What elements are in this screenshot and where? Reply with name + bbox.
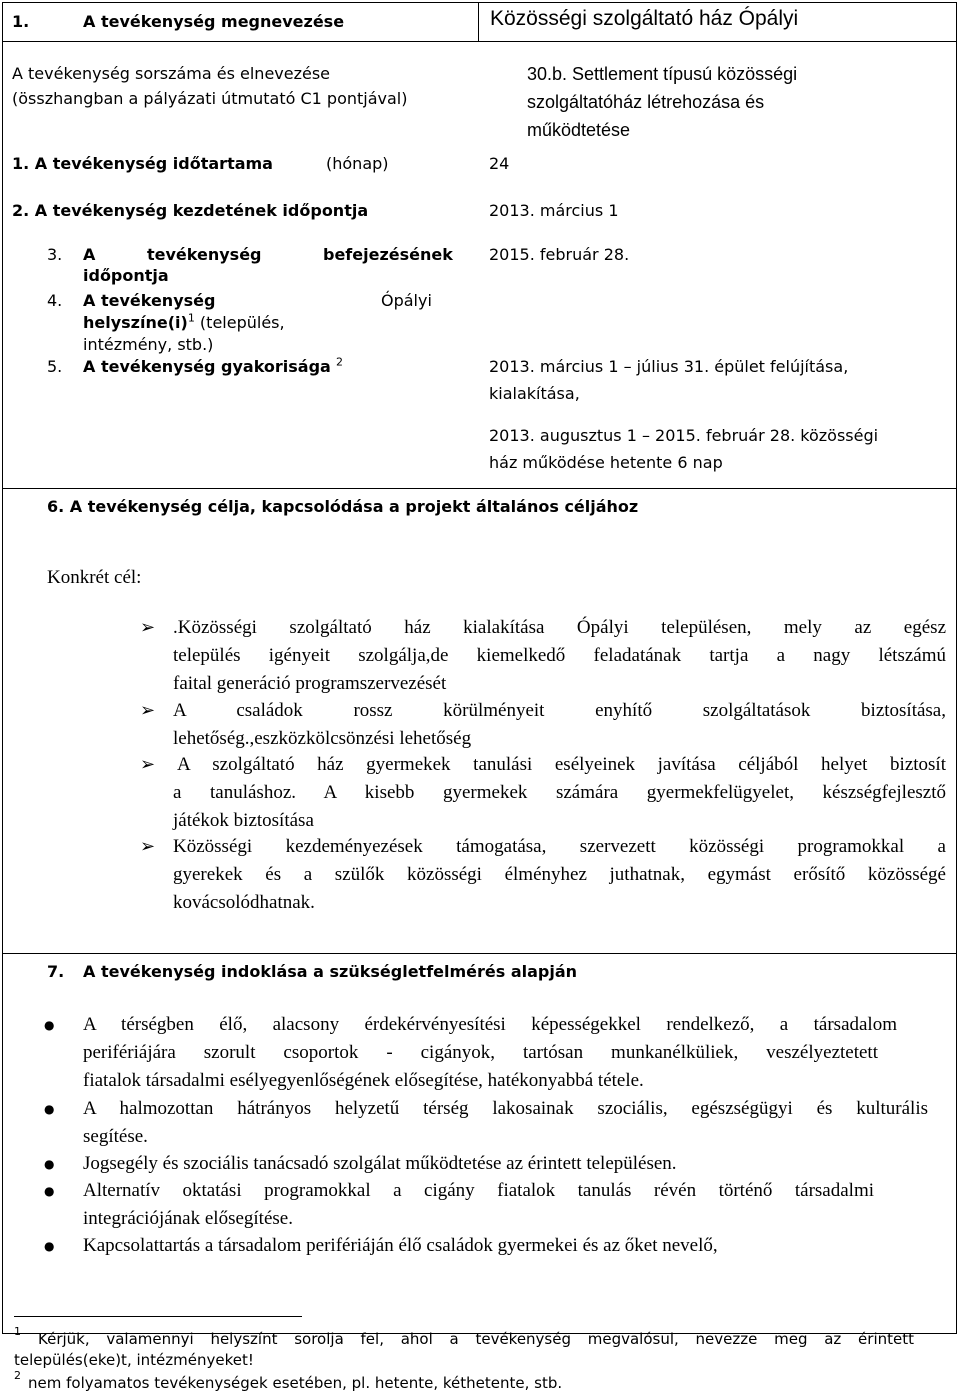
arrow-bullet-icon: ➢	[140, 700, 156, 721]
item2-label: 2. A tevékenység kezdetének időpontja	[12, 201, 369, 220]
reason-bullet-line: Kapcsolattartás a társadalom perifériáján élő családok gyermekei és az őket nevelő,	[83, 1235, 718, 1256]
bullet-dot-icon: ●	[44, 1157, 55, 1171]
bullet-dot-icon: ●	[44, 1018, 55, 1032]
bullet-dot-icon: ●	[44, 1184, 55, 1198]
row-divider	[2, 41, 957, 42]
sorszam-label-line1: A tevékenység sorszáma és elnevezése	[12, 64, 331, 83]
footnote-ref-1: 1	[187, 311, 195, 325]
footnote-separator	[14, 1316, 302, 1317]
item5-value1-line1: 2013. március 1 – július 31. épület felújítása,	[489, 357, 849, 376]
item1-label: 1. A tevékenység időtartama	[12, 154, 273, 173]
goal-bullet-line: a tanuláshoz. A kisebb gyermekek számára gyermekfelügyelet, készségfejlesztő	[173, 782, 946, 803]
section6-title: 6. A tevékenység célja, kapcsolódása a projekt általános céljához	[47, 497, 639, 516]
item4-value: Ópályi	[381, 291, 432, 310]
goal-bullet-line: játékok biztosítása	[173, 810, 314, 831]
arrow-bullet-icon: ➢	[140, 836, 156, 857]
goal-bullet-line: lehetőség.,eszközkölcsönzési lehetőség	[173, 728, 472, 749]
section1-title: A tevékenység megnevezése	[83, 12, 345, 31]
footnote-2-number: 2	[14, 1369, 21, 1382]
item5-value2-line2: ház működése hetente 6 nap	[489, 453, 723, 472]
reason-bullet-line: segítése.	[83, 1126, 148, 1147]
goal-bullet-line: kovácsolódhatnak.	[173, 892, 315, 913]
goal-bullet-line: .Közösségi szolgáltató ház kialakítása Ópályi településen, mely az egész	[173, 617, 946, 638]
item2-value: 2013. március 1	[489, 201, 619, 220]
row-divider	[2, 488, 957, 489]
goal-bullet-line: A szolgáltató ház gyermekek tanulási esélyeinek javítása céljából helyet biztosít	[177, 754, 946, 775]
section1-number: 1.	[12, 12, 30, 31]
item3-word: tevékenység	[147, 245, 262, 264]
sorszam-label-line2: (összhangban a pályázati útmutató C1 pontjával)	[12, 89, 408, 108]
footnote-2-text: nem folyamatos tevékenységek esetében, pl. hetente, kéthetente, stb.	[28, 1374, 563, 1392]
sorszam-value-line2: szolgáltatóház létrehozása és	[527, 92, 765, 112]
item5-label: A tevékenység gyakorisága	[83, 357, 331, 376]
item5-label-wrap	[83, 353, 343, 381]
item3-word: A	[83, 245, 96, 264]
arrow-bullet-icon: ➢	[140, 754, 156, 775]
item1-value: 24	[489, 154, 510, 173]
reason-bullet-line: A halmozottan hátrányos helyzetű térség lakosainak szociális, egészségügyi és kulturális	[83, 1098, 928, 1119]
reason-bullet-line: fiatalok társadalmi esélyegyenlőségének elősegítése, hatékonyabbá tétele.	[83, 1070, 644, 1091]
goal-bullet-line: gyerekek és a szülők közösségi élményhez juthatnak, egymást erősítő közösségé	[173, 864, 946, 885]
footnote-ref-2: 2	[335, 355, 343, 369]
column-divider	[478, 2, 479, 42]
section1-value: Közösségi szolgáltató ház Ópályi	[490, 7, 799, 30]
item5-value2-line1: 2013. augusztus 1 – 2015. február 28. közösségi	[489, 426, 879, 445]
footnote-1-line1: Kérjük, valamennyi helyszínt sorolja fel, ahol a tevékenység megvalósul, nevezze meg az érintett	[38, 1330, 914, 1348]
item3-number: 3.	[47, 245, 63, 264]
item4-line3: intézmény, stb.)	[83, 335, 214, 354]
item4-line2a: helyszíne(i)	[83, 313, 188, 332]
sorszam-value-line1: 30.b. Settlement típusú közösségi	[527, 64, 798, 84]
bullet-dot-icon: ●	[44, 1239, 55, 1253]
item4-line2b: (település,	[199, 313, 285, 332]
reason-bullet-line: integrációjának elősegítése.	[83, 1208, 293, 1229]
reason-bullet-line: perifériájára szorult csoportok - cigányok, tartósan munkanélküliek, veszélyeztetett	[83, 1042, 878, 1063]
reason-bullet-line: A térségben élő, alacsony érdekérvényesítési képességekkel rendelkező, a társadalom	[83, 1014, 897, 1035]
item3-word: befejezésének	[323, 245, 453, 264]
row-divider	[2, 953, 957, 954]
goal-bullet-line: A családok rossz körülményeit enyhítő szolgáltatások biztosítása,	[173, 700, 946, 721]
footnote-1-line2: település(eke)t, intézményeket!	[14, 1351, 254, 1369]
item5-number: 5.	[47, 357, 63, 376]
reason-bullet-line: Jogsegély és szociális tanácsadó szolgálat működtetése az érintett településen.	[83, 1153, 677, 1174]
item4-line1: A tevékenység	[83, 291, 216, 310]
item5-value1-line2: kialakítása,	[489, 384, 580, 403]
goal-bullet-line: Közösségi kezdeményezések támogatása, szervezett közösségi programokkal a	[173, 836, 946, 857]
arrow-bullet-icon: ➢	[140, 617, 156, 638]
section7-number: 7.	[47, 962, 65, 981]
sorszam-value-line3: működtetése	[527, 120, 631, 140]
konkret-cel-label: Konkrét cél:	[47, 567, 142, 588]
goal-bullet-line: faital generáció programszervezését	[173, 673, 447, 694]
item1-suffix: (hónap)	[326, 154, 389, 173]
goal-bullet-line: település igényeit szolgálja,de kiemelkedő feladatának tartja a nagy létszámú	[173, 645, 946, 666]
reason-bullet-line: Alternatív oktatási programokkal a cigány fiatalok tanulás révén történő társadalmi	[83, 1180, 874, 1201]
bullet-dot-icon: ●	[44, 1102, 55, 1116]
item4-number: 4.	[47, 291, 63, 310]
item3-line2: időpontja	[83, 266, 169, 285]
item3-value: 2015. február 28.	[489, 245, 630, 264]
footnote-1-number: 1	[14, 1325, 21, 1338]
section7-title: A tevékenység indoklása a szükségletfelmérés alapján	[83, 962, 578, 981]
